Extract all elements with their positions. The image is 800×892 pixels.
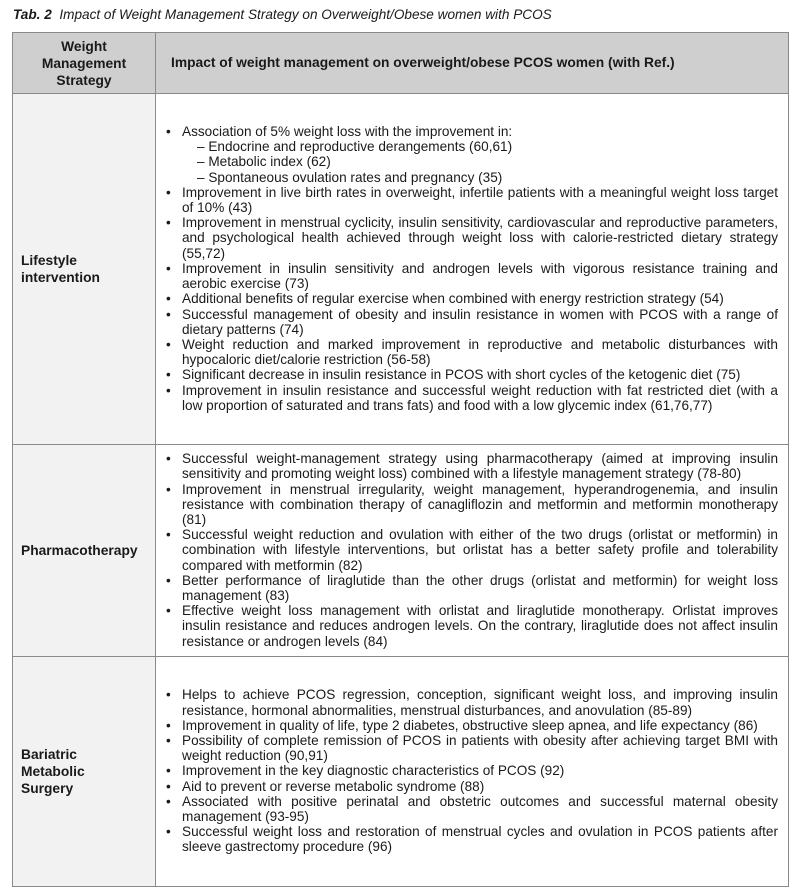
impact-item	[162, 603, 778, 649]
table-number: Tab. 2	[13, 7, 52, 22]
impact-item	[162, 573, 778, 603]
strategy-cell: Pharmacotherapy	[13, 445, 156, 657]
impact-item	[162, 733, 778, 763]
impact-item-text: Successful management of obesity and insulin resistance in women with PCOS with a range of dietary patterns (74)	[182, 306, 778, 337]
impact-list	[162, 124, 778, 413]
weight-management-table	[12, 32, 789, 887]
impact-sublist	[182, 139, 778, 185]
impact-item-text: Successful weight reduction and ovulation with either of the two drugs (orlistat or metformin) in combination with lifestyle interventions, but orlistat has a better safety profile and tolerability compared with metformin (82)	[182, 527, 778, 573]
impact-item-text: Improvement in quality of life, type 2 diabetes, obstructive sleep apnea, and life expectancy (86)	[182, 717, 758, 733]
impact-cell	[156, 94, 789, 445]
impact-item-text: Improvement in live birth rates in overweight, infertile patients with a meaningful weight loss target of 10% (43)	[182, 184, 778, 216]
impact-item-text: Improvement in insulin sensitivity and androgen levels with vigorous resistance training and aerobic exercise (73)	[182, 260, 778, 292]
impact-item-text: Successful weight loss and restoration of menstrual cycles and ovulation in PCOS patients after sleeve gastrectomy procedure (96)	[182, 824, 778, 855]
strategy-cell: Bariatric Metabolic Surgery	[13, 657, 156, 887]
impact-item-text: Additional benefits of regular exercise when combined with energy restriction strategy (54)	[182, 291, 724, 307]
impact-item	[162, 779, 778, 794]
impact-item	[162, 794, 778, 824]
impact-item	[162, 527, 778, 573]
impact-item	[162, 482, 778, 528]
impact-item-text: Successful weight-management strategy using pharmacotherapy (aimed at improving insulin sensitivity and promoting weight loss) combined with a lifestyle management strategy (78-80)	[182, 451, 778, 482]
impact-item	[162, 185, 778, 215]
impact-cell	[156, 657, 789, 887]
impact-item-text: Possibility of complete remission of PCOS in patients with obesity after achieving target BMI with weight reduction (90,91)	[182, 732, 778, 764]
table-header-row	[13, 33, 789, 94]
impact-item-text: Improvement in menstrual cyclicity, insulin sensitivity, cardiovascular and reproductive parameters, and psychological health achieved through weight loss with calorie-restricted dietary strategy (55,72)	[182, 215, 778, 261]
impact-item	[162, 367, 778, 382]
table-row	[13, 445, 789, 657]
impact-item-text: Weight reduction and marked improvement in reproductive and metabolic disturbances with hypocaloric diet/calorie restriction (56-58)	[182, 336, 778, 368]
impact-cell	[156, 445, 789, 657]
impact-subitem: – Metabolic index (62)	[197, 154, 331, 170]
impact-item-text: Associated with positive perinatal and obstetric outcomes and successful maternal obesity management (93-95)	[182, 793, 778, 824]
impact-item	[162, 337, 778, 367]
impact-item-text: Association of 5% weight loss with the improvement in:	[182, 124, 513, 140]
table-title: Impact of Weight Management Strategy on Overweight/Obese women with PCOS	[59, 7, 552, 22]
table-row	[13, 94, 789, 445]
impact-list	[162, 687, 778, 854]
impact-item-text: Improvement in insulin resistance and successful weight reduction with fat restricted diet (with a low proportion of saturated and trans fats) and food with a low glycemic index (61,76,77)	[182, 382, 778, 413]
impact-item-text: Improvement in the key diagnostic characteristics of PCOS (92)	[182, 763, 565, 779]
impact-item	[162, 215, 778, 261]
impact-item-text: Better performance of liraglutide than the other drugs (orlistat and metformin) for weight loss management (83)	[182, 572, 778, 603]
strategy-cell: Lifestyle intervention	[13, 94, 156, 445]
impact-list	[162, 451, 778, 649]
impact-subitem: – Endocrine and reproductive derangements (60,61)	[197, 139, 513, 155]
impact-item-text: Aid to prevent or reverse metabolic syndrome (88)	[182, 778, 485, 794]
impact-item-text: Improvement in menstrual irregularity, weight management, hyperandrogenemia, and insulin resistance with combination therapy of canagliflozin and metformin and metformin monotherapy (81)	[182, 481, 778, 527]
impact-item	[162, 718, 778, 733]
impact-subitem: – Spontaneous ovulation rates and pregnancy (35)	[197, 169, 503, 185]
impact-item	[162, 763, 778, 778]
impact-item	[162, 383, 778, 413]
impact-item	[162, 261, 778, 291]
table-caption	[13, 7, 552, 22]
table-row	[13, 657, 789, 887]
header-strategy: Weight Management Strategy	[13, 33, 156, 94]
impact-item	[162, 687, 778, 717]
impact-item	[162, 291, 778, 306]
impact-item-text: Effective weight loss management with orlistat and liraglutide monotherapy. Orlistat improves insulin resistance and reduces androgen levels. On the contrary, liraglutide does not affect insulin resistance or androgen levels (84)	[182, 603, 778, 649]
impact-item-text: Helps to achieve PCOS regression, conception, significant weight loss, and improving insulin resistance, hormonal abnormalities, menstrual disturbances, and anovulation (85-89)	[182, 687, 778, 718]
impact-item	[162, 124, 778, 185]
impact-item	[162, 451, 778, 481]
impact-item-text: Significant decrease in insulin resistance in PCOS with short cycles of the ketogenic diet (75)	[182, 367, 741, 383]
impact-item	[162, 307, 778, 337]
header-impact: Impact of weight management on overweight/obese PCOS women (with Ref.)	[156, 33, 789, 94]
impact-item	[162, 824, 778, 854]
